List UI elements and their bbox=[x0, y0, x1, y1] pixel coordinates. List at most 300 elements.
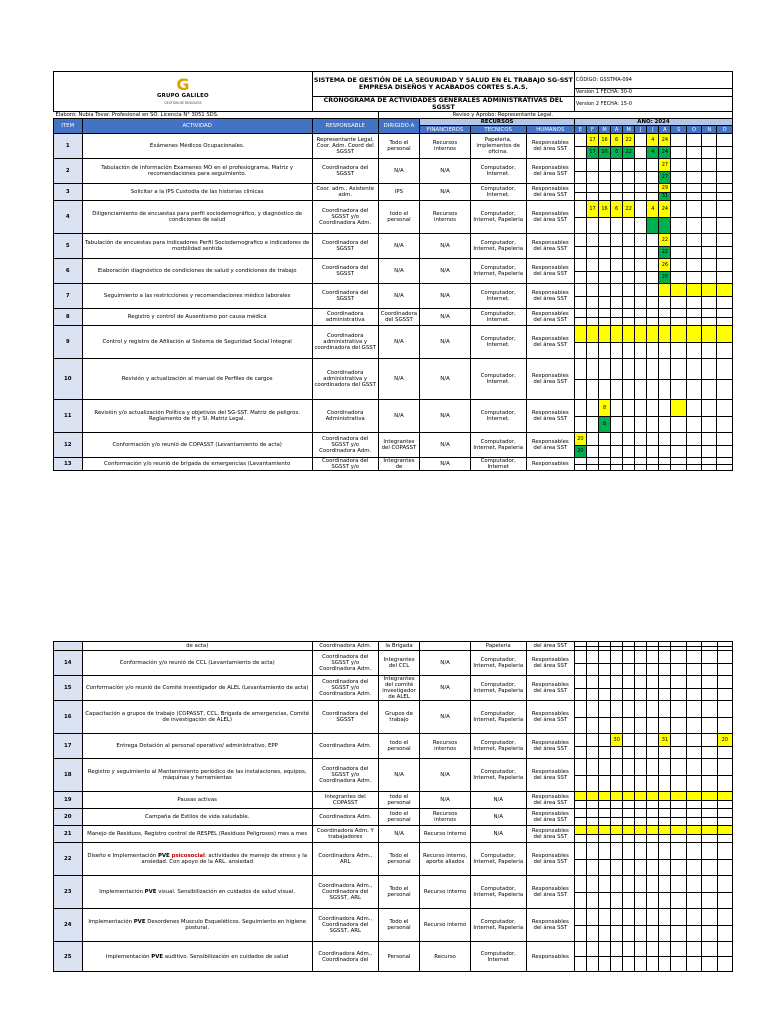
month-cell: 26 bbox=[659, 259, 671, 272]
tecnicos-cell: Computador, Internet. bbox=[470, 359, 526, 400]
month-cell bbox=[647, 271, 659, 284]
month-cell bbox=[671, 445, 686, 458]
responsable-cell: Representante Legal, Coor. Adm. Coord del SGSST bbox=[312, 134, 378, 159]
month-cell bbox=[586, 445, 598, 458]
humanos-cell: Responsables del área SST bbox=[526, 134, 574, 159]
month-cell bbox=[647, 445, 659, 458]
month-cell bbox=[599, 834, 611, 843]
month-cell bbox=[659, 342, 671, 359]
month-cell bbox=[586, 192, 598, 201]
month-cell bbox=[717, 246, 733, 259]
month-cell bbox=[611, 876, 623, 893]
month-cell bbox=[686, 359, 701, 380]
month-cell bbox=[574, 379, 586, 400]
month-cell bbox=[586, 400, 598, 417]
month-cell bbox=[647, 843, 659, 860]
month-cell bbox=[659, 775, 671, 792]
month-cell bbox=[599, 859, 611, 876]
item-number: 18 bbox=[54, 759, 83, 792]
month-cell bbox=[702, 676, 717, 689]
month-cell bbox=[623, 826, 635, 835]
month-cell bbox=[686, 775, 701, 792]
financieros-cell: N/A bbox=[420, 433, 470, 458]
activity-cell: Conformación y/o reunió de brigada de emergencias (Levantamiento bbox=[82, 458, 312, 471]
table-row bbox=[54, 326, 733, 343]
financieros-cell: N/A bbox=[420, 259, 470, 284]
financieros-cell: N/A bbox=[420, 701, 470, 734]
month-cell bbox=[635, 284, 647, 297]
month-cell: 8 bbox=[599, 400, 611, 417]
month-cell bbox=[586, 458, 598, 465]
tecnicos-cell: Computador, Internet, Papeleria bbox=[470, 201, 526, 234]
month-cell bbox=[659, 800, 671, 809]
month-cell bbox=[702, 663, 717, 676]
month-cell bbox=[611, 859, 623, 876]
month-cell bbox=[611, 701, 623, 718]
month-cell bbox=[611, 284, 623, 297]
month-cell bbox=[635, 892, 647, 909]
month-cell bbox=[599, 309, 611, 318]
month-cell bbox=[702, 171, 717, 184]
month-cell bbox=[611, 909, 623, 926]
month-cell bbox=[635, 134, 647, 147]
month-cell bbox=[611, 159, 623, 172]
responsable-cell: Coordinadora del SGSST y/o Coordinadora Adm. bbox=[312, 676, 378, 701]
month-cell bbox=[647, 809, 659, 818]
month-cell bbox=[659, 843, 671, 860]
month-cell bbox=[671, 192, 686, 201]
humanos-cell: Responsables del área SST bbox=[526, 843, 574, 876]
responsable-cell: Coordinadora del SGSST y/o Coordinadora Adm. bbox=[312, 651, 378, 676]
month-cell bbox=[587, 792, 599, 801]
month-cell bbox=[671, 246, 686, 259]
month-cell bbox=[647, 942, 659, 957]
month-cell bbox=[586, 433, 598, 446]
month-cell: 22 bbox=[659, 246, 671, 259]
responsable-cell: Coordinadora del SGSST bbox=[312, 284, 378, 309]
month-cell bbox=[671, 957, 686, 972]
month-cell bbox=[671, 284, 686, 297]
month-cell bbox=[623, 876, 635, 893]
month-cell bbox=[574, 859, 586, 876]
month-cell bbox=[574, 734, 586, 747]
month-cell bbox=[611, 184, 623, 193]
month-cell bbox=[647, 416, 659, 433]
responsable-cell: Coor. adm., Asistente adm. bbox=[312, 184, 378, 201]
month-cell bbox=[659, 925, 671, 942]
month-cell bbox=[635, 146, 647, 159]
table-row bbox=[54, 400, 733, 417]
month-cell bbox=[623, 892, 635, 909]
item-number: 13 bbox=[54, 458, 83, 471]
month-cell bbox=[647, 746, 659, 759]
financieros-cell: N/A bbox=[420, 326, 470, 359]
month-cell: 26 bbox=[659, 271, 671, 284]
month-cell bbox=[635, 843, 647, 860]
month-cell bbox=[686, 676, 701, 689]
financieros-cell: N/A bbox=[420, 159, 470, 184]
table-row bbox=[54, 651, 733, 664]
month-cell bbox=[702, 701, 717, 718]
month-cell bbox=[635, 342, 647, 359]
table-row bbox=[54, 359, 733, 380]
table-row bbox=[54, 843, 733, 860]
month-cell bbox=[686, 651, 701, 664]
month-s: S bbox=[671, 126, 686, 134]
responsable-cell: Coordinadora Adm. Y trabajadores bbox=[312, 826, 378, 843]
financieros-cell: Recurso interno bbox=[420, 876, 470, 909]
month-cell bbox=[623, 192, 635, 201]
financieros-cell: Recursos internos bbox=[420, 134, 470, 159]
month-cell bbox=[611, 246, 623, 259]
month-cell bbox=[671, 717, 686, 734]
month-cell bbox=[647, 284, 659, 297]
month-cell bbox=[574, 809, 586, 818]
month-d: D bbox=[717, 126, 733, 134]
dirigido-cell: N/A bbox=[378, 359, 420, 400]
schedule-table-1 bbox=[53, 71, 733, 471]
month-cell bbox=[611, 800, 623, 809]
month-cell bbox=[611, 817, 623, 826]
tecnicos-cell: N/A bbox=[470, 809, 526, 826]
month-cell bbox=[717, 192, 733, 201]
month-cell bbox=[599, 775, 611, 792]
month-cell bbox=[574, 800, 586, 809]
month-cell bbox=[623, 859, 635, 876]
month-cell bbox=[717, 359, 733, 380]
humanos-cell: Responsables del área SST bbox=[526, 359, 574, 400]
tecnicos-cell: Computador, Internet, Papeleria bbox=[470, 234, 526, 259]
month-cell bbox=[587, 809, 599, 818]
month-cell bbox=[599, 734, 611, 747]
month-cell bbox=[587, 826, 599, 835]
humanos-cell: Responsables bbox=[526, 942, 574, 972]
month-cell bbox=[574, 909, 586, 926]
month-cell bbox=[671, 259, 686, 272]
month-cell: 17 bbox=[586, 201, 598, 218]
month-cell bbox=[659, 892, 671, 909]
month-cell bbox=[586, 296, 598, 309]
month-cell bbox=[717, 296, 733, 309]
month-cell bbox=[586, 359, 598, 380]
month-cell bbox=[599, 159, 611, 172]
col-humanos: HUMANOS bbox=[526, 126, 574, 134]
month-cell bbox=[623, 400, 635, 417]
month-cell bbox=[611, 342, 623, 359]
month-cell bbox=[623, 342, 635, 359]
responsable-cell: Coordinadora Adm., ARL bbox=[312, 843, 378, 876]
responsable-cell: Coordinadora del SGSST bbox=[312, 159, 378, 184]
month-cell bbox=[686, 146, 701, 159]
tecnicos-cell: Computador, Internet bbox=[470, 458, 526, 471]
month-cell bbox=[586, 171, 598, 184]
month-cell bbox=[587, 746, 599, 759]
month-cell bbox=[702, 400, 717, 417]
month-cell bbox=[686, 192, 701, 201]
month-cell bbox=[686, 271, 701, 284]
month-cell bbox=[717, 717, 732, 734]
activity-program-type: psicosocial bbox=[171, 853, 205, 860]
month-cell bbox=[623, 759, 635, 776]
month-cell bbox=[702, 184, 717, 193]
schedule-table-2 bbox=[53, 641, 733, 972]
month-cell bbox=[574, 759, 586, 776]
month-cell bbox=[586, 259, 598, 272]
month-cell bbox=[611, 746, 623, 759]
tecnicos-cell: Computador, Internet, Papeleria bbox=[470, 651, 526, 676]
month-cell bbox=[611, 717, 623, 734]
month-cell bbox=[587, 843, 599, 860]
month-cell bbox=[587, 663, 599, 676]
month-cell bbox=[671, 876, 686, 893]
month-cell bbox=[671, 159, 686, 172]
humanos-cell: Responsables del área SST bbox=[526, 876, 574, 909]
month-cell bbox=[611, 843, 623, 860]
month-cell bbox=[587, 942, 599, 957]
responsable-cell: Coordinadora Administrativa bbox=[312, 400, 378, 433]
humanos-cell: Responsables del área SST bbox=[526, 651, 574, 676]
month-cell bbox=[635, 416, 647, 433]
month-cell bbox=[647, 775, 659, 792]
month-cell bbox=[686, 134, 701, 147]
month-cell bbox=[647, 734, 659, 747]
month-cell: 4 bbox=[647, 146, 659, 159]
month-cell: 20 bbox=[574, 445, 586, 458]
month-cell bbox=[717, 892, 732, 909]
month-cell bbox=[623, 445, 635, 458]
month-cell bbox=[702, 259, 717, 272]
month-cell bbox=[623, 925, 635, 942]
month-cell bbox=[717, 217, 733, 234]
month-cell: 6 bbox=[611, 201, 623, 218]
month-cell bbox=[574, 171, 586, 184]
activity-text: Diseño e Implementación bbox=[87, 853, 158, 860]
month-cell bbox=[635, 688, 647, 701]
activity-text: Implementación bbox=[105, 953, 152, 960]
month-cell bbox=[574, 817, 586, 826]
month-cell: 24 bbox=[659, 201, 671, 218]
item-number: 1 bbox=[54, 134, 83, 159]
month-cell bbox=[599, 445, 611, 458]
month-cell bbox=[587, 957, 599, 972]
month-cell bbox=[671, 171, 686, 184]
month-cell bbox=[586, 271, 598, 284]
month-cell bbox=[599, 259, 611, 272]
financieros-cell: Recurso interno, aporte aliados bbox=[420, 843, 470, 876]
dirigido-cell: IPS bbox=[378, 184, 420, 201]
month-cell bbox=[635, 433, 647, 446]
month-cell bbox=[717, 458, 733, 465]
activity-cell: Manejo de Residuos, Registro control de RESPEL (Residuos Peligrosos) mes a mes bbox=[82, 826, 312, 843]
month-cell bbox=[635, 184, 647, 193]
month-cell: 22 bbox=[623, 201, 635, 218]
tecnicos-cell: Computador, Internet, Papeleria bbox=[470, 876, 526, 909]
month-cell bbox=[702, 134, 717, 147]
activity-cell: Exámenes Médicos Ocupacionales. bbox=[82, 134, 312, 159]
responsable-cell: Coordinadora del SGSST y/o bbox=[312, 458, 378, 471]
month-cell bbox=[611, 217, 623, 234]
month-cell bbox=[717, 834, 732, 843]
month-cell bbox=[686, 957, 701, 972]
month-cell bbox=[611, 296, 623, 309]
month-cell bbox=[659, 942, 671, 957]
month-cell: 22 bbox=[623, 134, 635, 147]
month-cell bbox=[686, 464, 701, 471]
humanos-cell: Responsables del área SST bbox=[526, 309, 574, 326]
month-cell bbox=[635, 445, 647, 458]
month-cell bbox=[686, 746, 701, 759]
month-cell: 20 bbox=[717, 734, 732, 747]
month-cell bbox=[686, 217, 701, 234]
month-cell bbox=[717, 676, 732, 689]
month-cell bbox=[671, 416, 686, 433]
table-row bbox=[54, 759, 733, 776]
month-cell bbox=[611, 445, 623, 458]
month-cell bbox=[686, 246, 701, 259]
item-number: 14 bbox=[54, 651, 83, 676]
month-cell bbox=[717, 759, 732, 776]
month-cell bbox=[686, 184, 701, 193]
activity-cell: Pausas activas bbox=[82, 792, 312, 809]
month-cell bbox=[686, 317, 701, 326]
financieros-cell: Recursos internos bbox=[420, 809, 470, 826]
month-cell bbox=[599, 942, 611, 957]
month-cell bbox=[686, 433, 701, 446]
month-cell bbox=[671, 234, 686, 247]
table-row bbox=[54, 701, 733, 718]
month-cell bbox=[623, 701, 635, 718]
col-item: ITEM bbox=[54, 119, 83, 134]
month-cell bbox=[599, 326, 611, 343]
humanos-cell: Responsables del área SST bbox=[526, 734, 574, 759]
month-cell bbox=[686, 843, 701, 860]
month-cell bbox=[599, 746, 611, 759]
item-number: 3 bbox=[54, 184, 83, 201]
month-cell bbox=[702, 909, 717, 926]
financieros-cell: N/A bbox=[420, 359, 470, 400]
month-cell bbox=[574, 775, 586, 792]
month-cell bbox=[717, 792, 732, 801]
month-cell bbox=[647, 342, 659, 359]
month-cell bbox=[574, 942, 586, 957]
month-cell bbox=[574, 246, 586, 259]
month-cell bbox=[647, 792, 659, 801]
month-cell bbox=[635, 326, 647, 343]
month-cell bbox=[635, 458, 647, 465]
month-cell bbox=[702, 379, 717, 400]
month-cell bbox=[574, 792, 586, 801]
month-cell bbox=[574, 843, 586, 860]
month-cell bbox=[671, 433, 686, 446]
month-cell bbox=[623, 217, 635, 234]
month-cell bbox=[587, 676, 599, 689]
month-cell bbox=[635, 192, 647, 201]
dirigido-cell: N/A bbox=[378, 826, 420, 843]
month-cell bbox=[659, 876, 671, 893]
month-cell bbox=[647, 800, 659, 809]
activity-cell: Tabulación de encuestas para indicadores Perfil Sociodemografico e indicadores de morbilidad sentida bbox=[82, 234, 312, 259]
month-cell bbox=[574, 651, 586, 664]
month-f: F bbox=[586, 126, 598, 134]
month-cell bbox=[623, 746, 635, 759]
month-cell bbox=[717, 909, 732, 926]
activity-cell: Diligenciamiento de encuestas para perfil sociodemográfico, y diagnóstico de condiciones de salud bbox=[82, 201, 312, 234]
item-number bbox=[54, 642, 83, 651]
month-cell bbox=[702, 759, 717, 776]
month-cell bbox=[659, 464, 671, 471]
month-cell bbox=[717, 433, 733, 446]
dirigido-cell: Integrantes del comité investigador de ALEL bbox=[378, 676, 420, 701]
month-cell bbox=[599, 458, 611, 465]
month-cell bbox=[587, 834, 599, 843]
month-cell bbox=[611, 775, 623, 792]
month-cell bbox=[686, 800, 701, 809]
month-cell bbox=[686, 942, 701, 957]
month-cell bbox=[647, 876, 659, 893]
month-cell bbox=[702, 234, 717, 247]
month-cell bbox=[686, 717, 701, 734]
month-cell bbox=[671, 184, 686, 193]
month-cell bbox=[717, 817, 732, 826]
month-cell bbox=[659, 792, 671, 801]
tecnicos-cell: Computador, Internet, Papeleria bbox=[470, 433, 526, 458]
month-cell bbox=[574, 359, 586, 380]
financieros-cell: N/A bbox=[420, 792, 470, 809]
month-cell bbox=[717, 942, 732, 957]
item-number: 25 bbox=[54, 942, 83, 972]
month-cell bbox=[574, 309, 586, 318]
table-row bbox=[54, 309, 733, 318]
dirigido-cell: Integrantes de bbox=[378, 458, 420, 471]
month-cell bbox=[611, 651, 623, 664]
month-cell bbox=[635, 259, 647, 272]
tecnicos-cell: Computador, Internet, Papeleria bbox=[470, 734, 526, 759]
responsable-cell: Coordinadora administrativa y coordinadora del GSST bbox=[312, 326, 378, 359]
month-cell bbox=[647, 259, 659, 272]
month-cell bbox=[686, 309, 701, 318]
month-cell bbox=[702, 309, 717, 318]
month-cell bbox=[635, 942, 647, 957]
month-cell bbox=[635, 171, 647, 184]
month-cell bbox=[599, 284, 611, 297]
month-cell bbox=[587, 701, 599, 718]
month-cell bbox=[623, 834, 635, 843]
month-cell bbox=[659, 433, 671, 446]
month-cell bbox=[647, 688, 659, 701]
month-cell bbox=[611, 192, 623, 201]
month-cell bbox=[659, 416, 671, 433]
month-cell bbox=[587, 817, 599, 826]
month-cell bbox=[623, 817, 635, 826]
item-number: 21 bbox=[54, 826, 83, 843]
month-cell bbox=[717, 701, 732, 718]
tecnicos-cell: Computador, Internet. bbox=[470, 400, 526, 433]
month-cell bbox=[717, 957, 732, 972]
financieros-cell: N/A bbox=[420, 400, 470, 433]
responsable-cell: Coordinadora Adm. bbox=[312, 642, 378, 651]
month-cell bbox=[686, 892, 701, 909]
item-number: 12 bbox=[54, 433, 83, 458]
month-cell bbox=[574, 957, 586, 972]
month-cell bbox=[647, 957, 659, 972]
galileo-logo-icon: G bbox=[176, 75, 190, 95]
month-cell: 16 bbox=[599, 201, 611, 218]
month-cell: 27 bbox=[659, 159, 671, 172]
month-cell bbox=[671, 201, 686, 218]
table-row bbox=[54, 809, 733, 818]
month-cell bbox=[659, 759, 671, 776]
month-cell bbox=[671, 942, 686, 957]
